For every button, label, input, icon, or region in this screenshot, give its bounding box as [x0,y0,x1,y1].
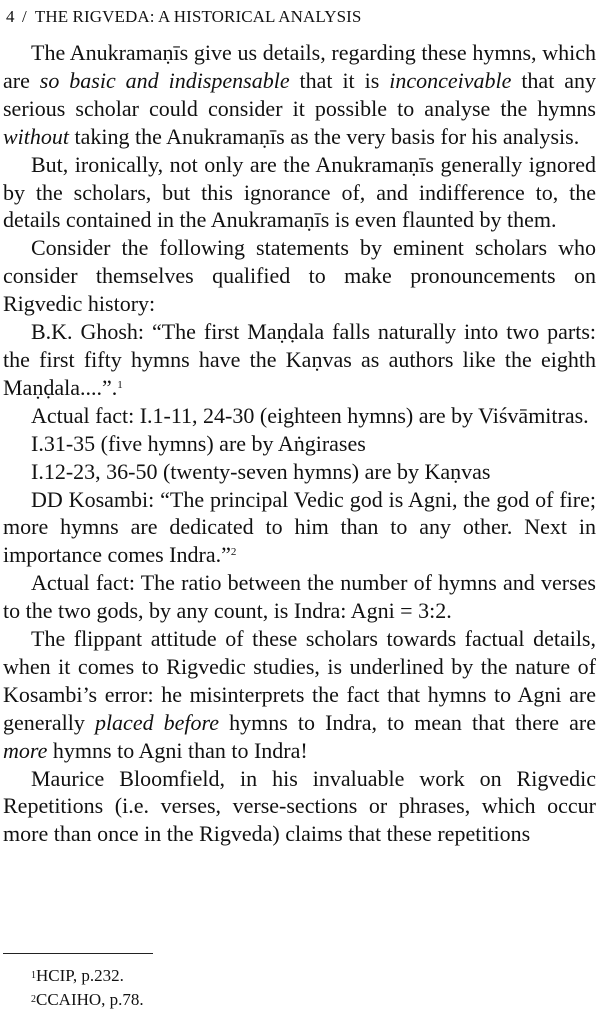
paragraph-flippant [0,625,600,765]
paragraph-ignored: But, ironically, not only are the Anukramaṇīs generally ignored by the scholars, but this ignorance of, and indifference to, the details contained in the Anukramaṇīs is even flaunted by them. [3,151,596,233]
footnote-ref: 1 [117,378,123,391]
paragraph-consider: Consider the following statements by eminent scholars who consider themselves qualified to make pronouncements on Rigvedic history: [3,235,596,317]
paragraph-text: hymns to Indra, to mean that there are [219,709,596,735]
emphasis-text: more [3,737,48,763]
paragraph-text: that it is [289,67,390,93]
footnote-text: CCAIHO, p.78. [36,990,144,1009]
paragraph-text: taking the Anukramaṇīs as the very basis for his analysis. [69,123,580,149]
page-number: 4 [6,7,15,26]
emphasis-text: placed before [94,709,220,735]
emphasis-text: without [3,123,70,149]
footnote [31,964,144,988]
footnote-number: 1 [31,970,36,981]
paragraph-text: hymns to Agni than to Indra! [47,737,308,763]
footnote-ref: 2 [230,546,237,559]
footnote [31,988,144,1012]
paragraph-text: that any serious scholar could consider it possible to analyse the hymns [3,67,597,121]
header-separator: / [21,7,27,26]
emphasis-text: inconceivable [389,67,512,93]
paragraph-text: DD Kosambi: “The principal Vedic god is Agni, the god of fire; more hymns are dedicated to him than to any other. Next in importance comes Indra.” [3,486,596,568]
paragraph-kosambi-quote [0,486,600,570]
paragraph-bloomfield: Maurice Bloomfield, in his invaluable work on Rigvedic Repetitions (i.e. verses, verse-sections or phrases, which occur more than once in the Rigveda) claims that these repetitions [3,765,596,847]
footnote-divider [3,953,153,954]
paragraph-ghosh-quote [0,318,600,402]
paragraph-fact-visvamitras: Actual fact: I.1-11, 24-30 (eighteen hymns) are by Viśvāmitras. [31,402,589,428]
running-header [6,7,361,27]
paragraph-text: B.K. Ghosh: “The first Maṇḍala falls naturally into two parts: the first fifty hymns have the Kaṇvas as authors like the eighth Maṇḍala....”. [3,319,596,400]
paragraph-fact-angirases: I.31-35 (five hymns) are by Aṅgirases [31,430,366,456]
paragraph-text: The Anukramaṇīs give us details, regarding these hymns, which are [3,40,596,93]
paragraph-fact-ratio: Actual fact: The ratio between the number of hymns and verses to the two gods, by any count, is Indra: Agni = 3:2. [3,570,596,624]
emphasis-text: so basic and indispensable [39,67,290,93]
running-title: THE RIGVEDA: A HISTORICAL ANALYSIS [34,7,362,26]
footnote-text: HCIP, p.232. [36,966,124,985]
paragraph-fact-kanvas: I.12-23, 36-50 (twenty-seven hymns) are by Kaṇvas [31,458,491,484]
footnotes [31,964,144,1012]
paragraph-text: The flippant attitude of these scholars towards factual details, when it comes to Rigvedic studies, is underlined by the nature of Kosambi’s error: he misinterprets the fact that hymns to Agni are generally [3,626,596,735]
paragraph-anukramanis-intro [0,39,600,151]
body-text [0,39,600,848]
footnote-number: 2 [31,994,36,1005]
